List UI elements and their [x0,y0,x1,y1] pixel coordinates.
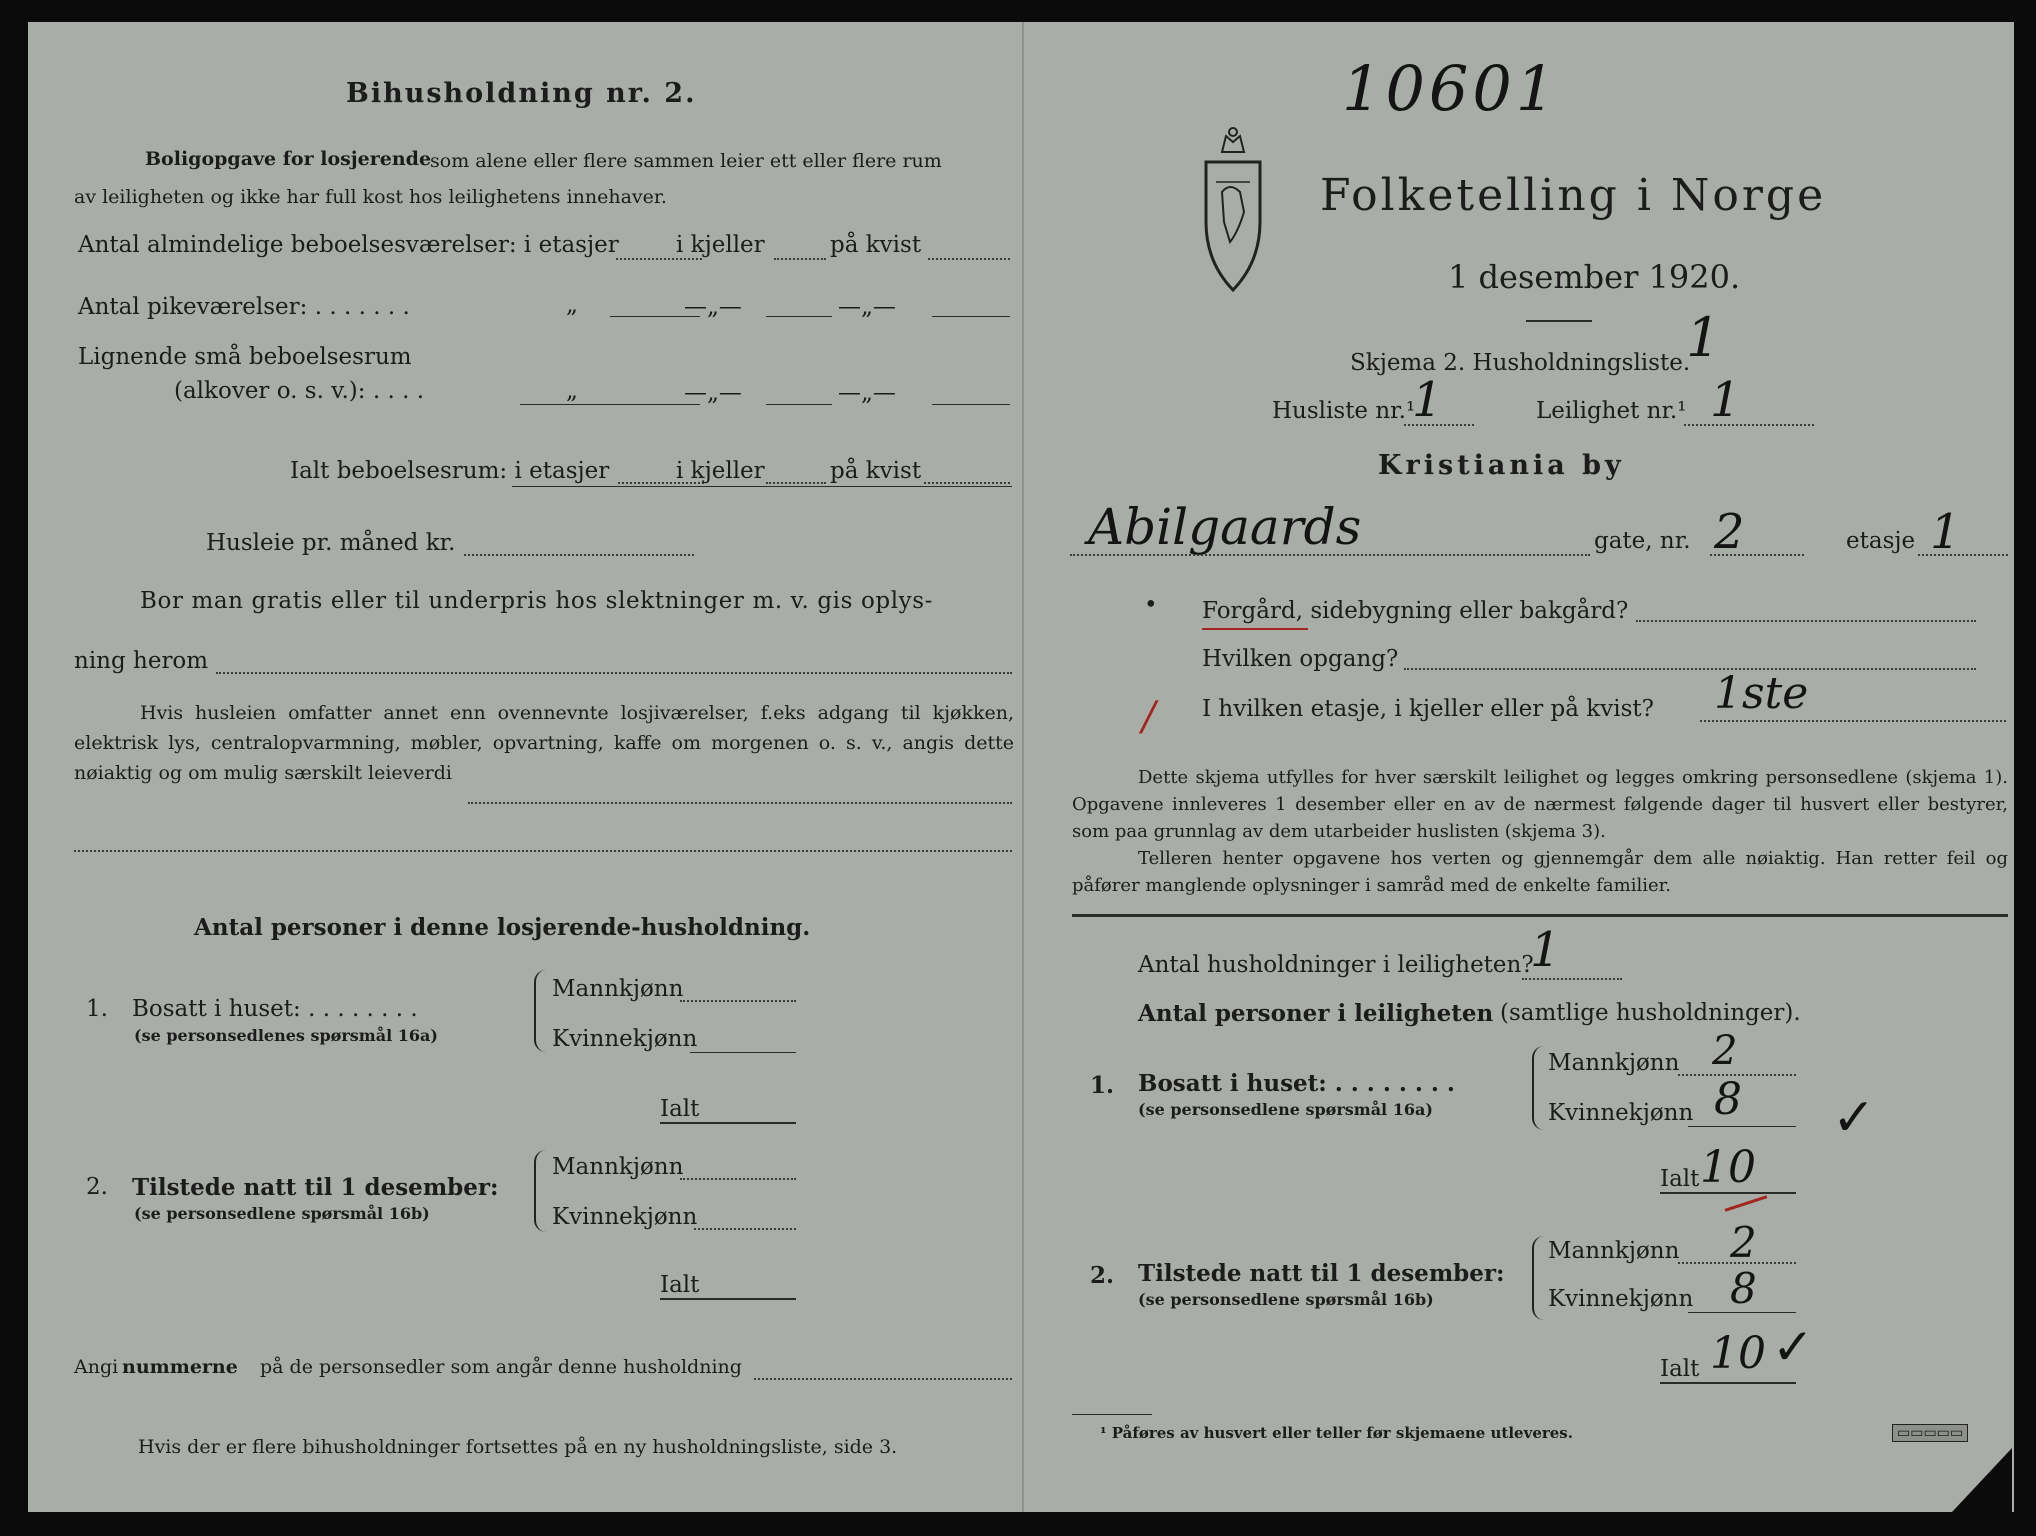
schema-label: Skjema 2. Husholdningsliste. [1350,350,1691,376]
left-page-title: Bihusholdning nr. 2. [346,78,697,109]
right-q2-ialt-value: 10 [1710,1328,1766,1379]
gratis-line-2: ning herom [74,648,209,674]
left-q1-num: 1. [86,996,108,1022]
printer-stamp: ▭▭▭▭▭ [1892,1424,1968,1442]
left-q2-kvinne-line [694,1228,796,1230]
ditto-6: —„— [838,380,896,406]
gate-value: 2 [1714,504,1745,560]
left-q2-mann-line [680,1178,796,1180]
right-q2-kvinne-label: Kvinnekjønn [1548,1286,1694,1312]
opgang-line [1404,668,1976,670]
right-q2-num: 2. [1090,1262,1115,1289]
title-rule [1526,320,1592,322]
forgard-line [1636,620,1976,622]
right-q1-kvinne-line [1688,1126,1796,1127]
etasje-value: 1 [1930,504,1961,560]
left-q1-brace [534,970,546,1052]
right-q1-label: Bosatt i huset: . . . . . . . . [1138,1070,1455,1097]
right-q2-label: Tilstede natt til 1 desember: [1138,1260,1505,1287]
intro-rest-1: som alene eller flere sammen leier ett eller flere rum [430,150,942,172]
right-persons-heading-bold: Antal personer i leiligheten [1138,1000,1494,1027]
ialt-kjeller-line [766,482,826,484]
kjeller-line [774,258,826,260]
right-q1-num: 1. [1090,1072,1115,1099]
city-label: Kristiania by [1378,450,1625,481]
right-q2-mann-value: 2 [1730,1218,1757,1267]
husleie-line [464,554,694,556]
schema-handwritten-mark: 1 [1686,306,1721,369]
right-q1-mann-value: 2 [1712,1028,1738,1074]
instructions-para-1: Dette skjema utfylles for hver særskilt leilighet og legges omkring personsedlene (skjema 1). Opgavene innleveres 1 desember eller en av de nærmest følgende dager til husvert eller bestyrer, som paa grunnlag av dem utarbeider huslisten (skjema 3). [1072,767,2008,842]
gratis-line-1: Bor man gratis eller til underpris hos slektninger m. v. gis oplys- [140,588,934,614]
leilighet-line [1684,424,1814,426]
lignende-label-2: (alkover o. s. v.): . . . . [174,378,425,404]
footnote-rule [1072,1414,1152,1415]
census-date: 1 desember 1920. [1448,258,1741,296]
gate-line [1710,554,1804,556]
left-page-bihusholdning [28,22,1024,1512]
leilighet-label: Leilighet nr.¹ [1536,398,1687,424]
street-line [1070,554,1590,556]
paa-kvist-label: på kvist [830,232,922,258]
right-q1-sub: (se personsedlene spørsmål 16a) [1138,1100,1433,1119]
husliste-label: Husliste nr.¹ [1272,398,1416,424]
right-q2-sub: (se personsedlene spørsmål 16b) [1138,1290,1434,1309]
left-q1-mann-label: Mannkjønn [552,976,684,1002]
pike-line-3 [932,316,1010,317]
angi-bold: nummerne [122,1356,238,1378]
lignende-line-2 [766,404,832,405]
right-q1-kvinne-value: 8 [1714,1074,1742,1125]
antal-rooms-label: Antal almindelige beboelsesværelser: i etasjer [78,232,619,258]
right-q1-brace [1532,1046,1544,1130]
leilighet-value: 1 [1710,372,1741,428]
households-line [1522,978,1622,980]
left-q1-ialt-line [660,1122,796,1124]
kvist-line [928,258,1010,260]
lignende-line-1 [520,404,700,405]
left-q2-kvinne-label: Kvinnekjønn [552,1204,698,1230]
left-q1-kvinne-line [690,1052,796,1053]
husliste-value: 1 [1412,372,1443,428]
right-q1-ialt-line [1660,1192,1796,1194]
husleie-label: Husleie pr. måned kr. [206,530,456,556]
leieverdi-line [468,802,1012,804]
right-q2-kvinne-line [1688,1312,1796,1313]
ialt-rooms-label: Ialt beboelsesrum: i etasjer [290,458,610,484]
left-q2-brace [534,1150,546,1232]
coat-of-arms-icon [1200,122,1266,292]
right-q2-mann-label: Mannkjønn [1548,1238,1680,1264]
instructions-para-2: Telleren henter opgavene hos verten og gjennemgår dem alle nøiaktig. Han retter feil og påfører manglende oplysninger i samråd med de enkelte familier. [1072,848,2008,896]
ialt-kvist-line [924,482,1010,484]
forgard-label: Forgård, sidebygning eller bakgård? [1202,598,1629,624]
ialt-paa-kvist: på kvist [830,458,922,484]
ialt-i-kjeller: i kjeller [676,458,765,484]
right-q1-kvinne-label: Kvinnekjønn [1548,1100,1694,1126]
right-page-husholdningsliste [1024,22,2014,1512]
right-q1-red-tick [1725,1195,1768,1211]
right-q1-mann-label: Mannkjønn [1548,1050,1680,1076]
ditto-1: „ [566,292,578,318]
ditto-3: —„— [838,294,896,320]
i-kjeller-label: i kjeller [676,232,765,258]
left-q2-sub: (se personsedlene spørsmål 16b) [134,1204,430,1223]
intro-bold: Boligopgave for losjerende [145,148,432,170]
ditto-5: —„— [684,380,742,406]
left-q2-ialt-label: Ialt [660,1272,700,1298]
left-persons-heading: Antal personer i denne losjerende-husholdning. [194,914,811,941]
pike-label: Antal pikeværelser: . . . . . . . [78,294,410,320]
ditto-2: —„— [684,294,742,320]
intro-rest-2: av leiligheten og ikke har full kost hos leilighetens innehaver. [74,186,667,208]
right-q2-brace [1532,1236,1544,1320]
handwritten-number: 10601 [1342,52,1560,125]
etasje-answer: 1ste [1714,668,1809,719]
angi-rest: på de personsedler som angår denne husholdning [260,1356,742,1378]
right-q2-kvinne-value: 8 [1730,1264,1757,1313]
ditto-4: „ [566,378,578,404]
gate-label: gate, nr. [1594,528,1691,554]
households-value: 1 [1530,922,1561,978]
left-q2-mann-label: Mannkjønn [552,1154,684,1180]
etasjer-line [616,258,702,260]
street-value: Abilgaards [1088,498,1362,556]
etasje-answer-line [1700,720,2006,722]
angi-line [754,1378,1012,1380]
husleien-paragraph: Hvis husleien omfatter annet enn ovennevnte losjiværelser, f.eks adgang til kjøkken, elektrisk lys, centralopvarmning, møbler, opvartning, kaffe om morgenen o. s. v., angis dette nøiaktig og om mulig særskilt leieverdi [74,702,1014,784]
right-persons-heading-rest: (samtlige husholdninger). [1500,1000,1801,1026]
gratis-line [216,672,1012,674]
left-q1-sub: (se personsedlenes spørsmål 16a) [134,1026,438,1045]
pike-line-2 [766,316,832,317]
angi-label: Angi [74,1356,119,1378]
extra-line [74,850,1012,852]
red-margin-mark: / [1142,694,1156,740]
right-q1-ialt-value: 10 [1700,1142,1756,1193]
right-q2-check-mark: ✓ [1772,1318,1814,1376]
lignende-line-3 [932,404,1010,405]
lignende-label-1: Lignende små beboelsesrum [78,344,412,370]
etasje-label: etasje [1846,528,1916,554]
left-q2-ialt-line [660,1298,796,1300]
left-q1-kvinne-label: Kvinnekjønn [552,1026,698,1052]
ialt-rooms-underline [512,486,1012,487]
etasje-line [1918,554,2008,556]
census-title: Folketelling i Norge [1320,170,1827,221]
left-q1-label: Bosatt i huset: . . . . . . . . [132,996,418,1022]
husliste-line [1404,424,1474,426]
forgard-red-underline [1202,628,1308,630]
right-q1-ialt-label: Ialt [1660,1166,1700,1192]
households-label: Antal husholdninger i leiligheten? [1138,952,1534,978]
right-q2-ialt-label: Ialt [1660,1356,1700,1382]
left-q1-mann-line [680,1000,796,1002]
left-q2-label: Tilstede natt til 1 desember: [132,1174,499,1201]
etasje-question: I hvilken etasje, i kjeller eller på kvist? [1202,696,1654,722]
left-q2-num: 2. [86,1174,108,1200]
right-q2-ialt-line [1660,1382,1796,1384]
opgang-label: Hvilken opgang? [1202,646,1399,672]
left-q1-ialt-label: Ialt [660,1096,700,1122]
bullet-dot: • [1144,592,1158,618]
right-q1-check-mark: ✓ [1832,1088,1876,1148]
footnote: ¹ Påføres av husvert eller teller før skjemaene utleveres. [1100,1424,1573,1442]
left-footer: Hvis der er flere bihusholdninger fortsettes på en ny husholdningsliste, side 3. [138,1436,898,1458]
section-rule [1072,914,2008,917]
